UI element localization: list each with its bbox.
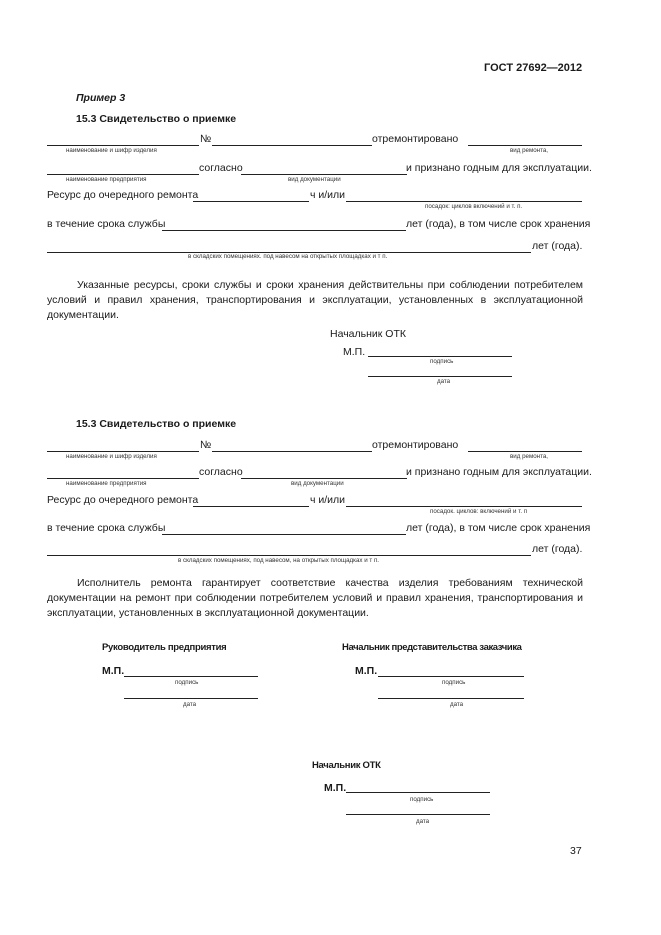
block2-service-label: в течение срока службы [47,522,166,534]
block1-sub-doc: вид документации [288,176,341,183]
block2-left-sub-date: дата [183,701,197,708]
block1-according-label: согласно [199,162,243,174]
block2-left-date-line [124,698,258,699]
block2-right-head: Начальник представительства заказчика [342,642,522,653]
block2-sub-cycles: посадок. циклов: включений и т. п [430,508,528,515]
block1-years-label: лет (года). [532,240,583,252]
block1-sub-sign: подпись [430,358,454,365]
block1-repaired-label: отремонтировано [372,133,459,145]
block2-storage-line [47,555,531,556]
block2-serial-line [212,451,372,452]
block2-product-name-line [47,451,199,452]
block1-sub-storage: в складских помещениях. под навесом на открытых площадках и т п. [188,253,388,260]
block2-title: 15.3 Свидетельство о приемке [76,418,237,430]
block1-mp-label: М.П. [343,346,366,358]
block2-right-sub-date: дата [450,701,464,708]
block1-cycles-line [346,201,582,202]
block1-sub-cycles: посадок: циклов включений и т. п. [425,203,523,210]
block2-resource-line [193,506,309,507]
block2-left-mp: М.П. [102,665,125,677]
block2-doc-line [241,478,407,479]
block1-product-name-line [47,145,199,146]
block2-otk-signature-line [346,792,490,793]
block1-sub-enterprise: наименование предприятия [66,176,147,183]
block2-sub-doc: вид документации [291,480,344,487]
block2-fit-label: и признано годным для эксплуатации. [406,466,592,478]
block2-otk-mp: М.П. [324,782,347,794]
block2-left-sub-sign: подпись [175,679,199,686]
block1-otk-head: Начальник ОТК [330,328,406,340]
block2-sub-repair: вид ремонта, [510,453,548,460]
block2-right-signature-line [378,676,524,677]
block2-hours-label: ч и/или [310,494,346,506]
block2-according-label: согласно [199,466,243,478]
block2-otk-sub-sign: подпись [410,796,434,803]
block2-sub-enterprise: наименование предприятия [66,480,147,487]
block2-years-label: лет (года). [532,543,583,555]
block1-enterprise-line [47,174,199,175]
block2-right-date-line [378,698,524,699]
block2-left-signature-line [124,676,258,677]
block2-otk-date-line [346,814,490,815]
block2-service-line [162,534,406,535]
block1-title: 15.3 Свидетельство о приемке [76,113,237,125]
block2-otk-head: Начальник ОТК [312,760,381,771]
block2-enterprise-line [47,478,199,479]
block1-resource-line [193,201,309,202]
block1-service-label: в течение срока службы [47,218,166,230]
block1-serial-line [212,145,372,146]
block2-paragraph: Исполнитель ремонта гарантирует соответствие качества изделия требованиям технической документации на ремонт при соблюдении потребителем условий и правил хранения, транспортирования и эксплуатации, установленных в эксплуатационной документации. [47,577,583,619]
standard-code: ГОСТ 27692—2012 [484,62,583,74]
block2-sub-storage: в складских помещениях, под навесом, на открытых площадках и т п. [178,557,380,564]
block1-paragraph: Указанные ресурсы, сроки службы и сроки хранения действительны при соблюдении потребителем условий и правил хранения, транспортирования и эксплуатации, установленных в эксплуатационной документации. [47,279,583,321]
block1-hours-label: ч и/или [310,189,346,201]
block1-resource-label: Ресурс до очередного ремонта [47,189,199,201]
block1-storage-label: лет (года), в том числе срок хранения [406,218,591,230]
block2-storage-label: лет (года), в том числе срок хранения [406,522,591,534]
block1-service-line [162,230,406,231]
block2-resource-label: Ресурс до очередного ремонта [47,494,199,506]
block1-sub-repair: вид ремонта, [510,147,548,154]
block2-left-head: Руководитель предприятия [102,642,227,653]
block2-cycles-line [346,506,582,507]
block1-number-sign: № [200,133,212,145]
block1-sub-product: наименование и шифр изделия [66,147,157,154]
block1-signature-line [368,356,512,357]
block2-otk-sub-date: дата [416,818,430,825]
block2-repair-type-line [468,451,582,452]
block1-date-line [368,376,512,377]
example-label: Пример 3 [76,92,126,104]
block1-doc-line [241,174,407,175]
page-number: 37 [570,845,582,857]
block1-sub-date: дата [437,378,451,385]
block2-number-sign: № [200,439,212,451]
block2-repaired-label: отремонтировано [372,439,459,451]
block2-right-sub-sign: подпись [442,679,466,686]
block2-sub-product: наименование и шифр изделия [66,453,157,460]
block1-repair-type-line [468,145,582,146]
block2-right-mp: М.П. [355,665,378,677]
block1-fit-label: и признано годным для эксплуатации. [406,162,592,174]
